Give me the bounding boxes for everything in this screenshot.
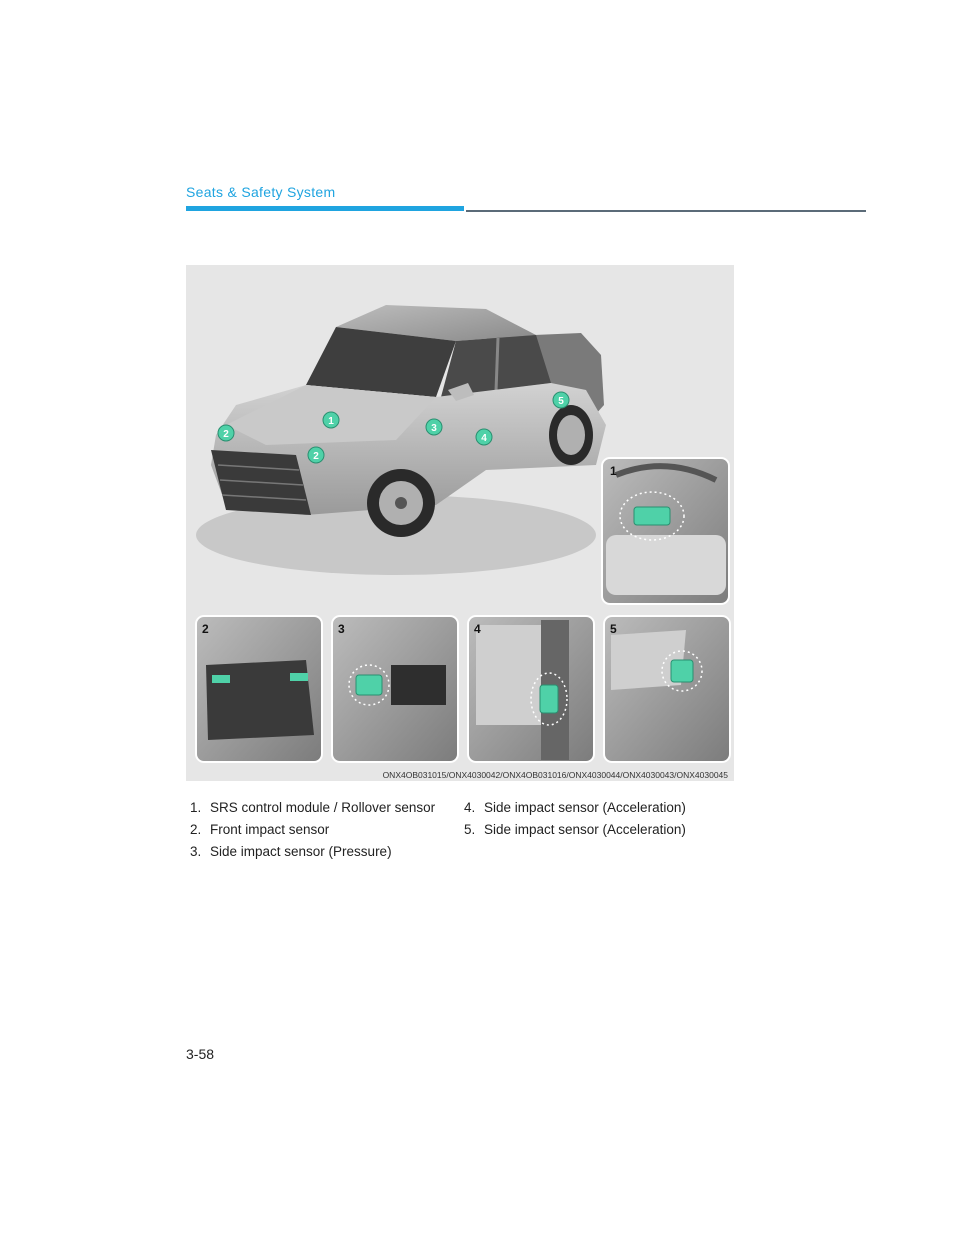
inset-panel-2	[196, 616, 322, 762]
callout-2-right	[308, 447, 324, 463]
callout-1	[323, 412, 339, 428]
legend-item-4: 4. Side impact sensor (Acceleration)	[464, 800, 686, 815]
legend-item-1: 1. SRS control module / Rollover sensor	[190, 800, 436, 815]
callout-5	[553, 392, 569, 408]
svg-text:1: 1	[610, 464, 617, 478]
callout-2-left	[218, 425, 234, 441]
legend-item-3: 3. Side impact sensor (Pressure)	[190, 844, 392, 859]
callout-4	[476, 429, 492, 445]
figure-illustration	[186, 265, 734, 781]
legend-item-5: 5. Side impact sensor (Acceleration)	[464, 822, 686, 837]
header-rule-accent	[186, 206, 464, 211]
legend-right-column	[464, 797, 734, 841]
svg-text:3: 3	[338, 622, 345, 636]
svg-text:2: 2	[223, 429, 229, 440]
section-title: Seats & Safety System	[186, 184, 336, 200]
legend-item-2: 2. Front impact sensor	[190, 822, 330, 837]
inset-panel-1	[602, 458, 729, 604]
svg-text:3: 3	[431, 423, 437, 434]
svg-text:1: 1	[328, 416, 334, 427]
svg-text:4: 4	[474, 622, 481, 636]
legend-left-column	[190, 797, 460, 863]
page-number: 3-58	[186, 1046, 215, 1062]
image-code: ONX4OB031015/ONX4030042/ONX4OB031016/ONX4030044/ONX4030043/ONX4030045	[382, 770, 728, 780]
header-rule	[466, 210, 866, 212]
airbag-sensor-figure	[186, 265, 734, 781]
inset-panel-4	[468, 616, 594, 762]
svg-text:2: 2	[313, 451, 319, 462]
svg-text:5: 5	[558, 396, 564, 407]
svg-text:4: 4	[481, 433, 487, 444]
callout-3	[426, 419, 442, 435]
inset-panel-3	[332, 616, 458, 762]
inset-panel-5	[604, 616, 730, 762]
svg-text:2: 2	[202, 622, 209, 636]
svg-text:5: 5	[610, 622, 617, 636]
